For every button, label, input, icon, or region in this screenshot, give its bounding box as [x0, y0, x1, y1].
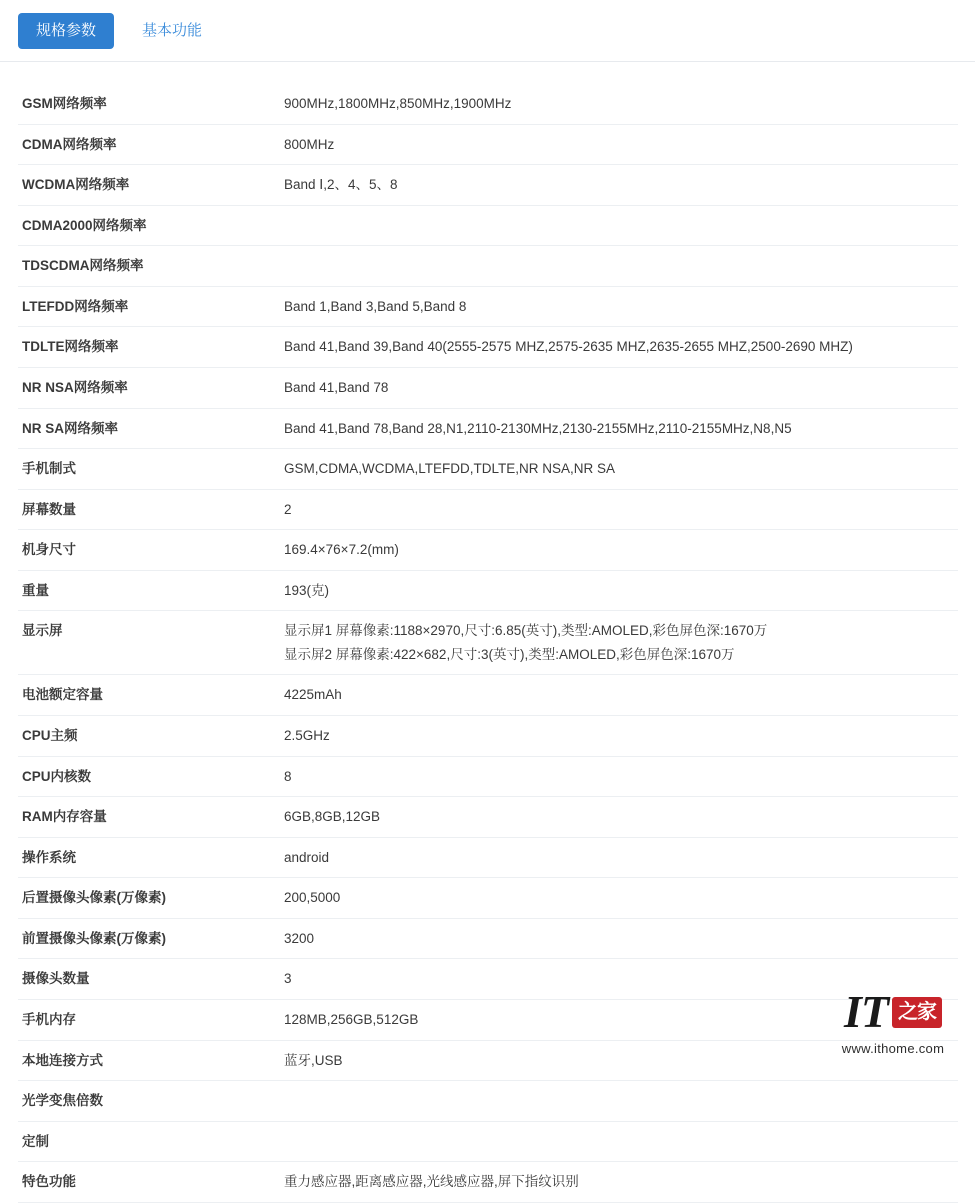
spec-key: CPU内核数: [22, 768, 92, 784]
table-row: [18, 327, 958, 368]
spec-value: [280, 327, 958, 368]
spec-key: 手机内存: [22, 1011, 76, 1027]
spec-value-line: 6GB,8GB,12GB: [284, 809, 381, 825]
table-row: [18, 570, 958, 611]
spec-key: NR SA网络频率: [22, 420, 119, 436]
spec-key: WCDMA网络频率: [22, 177, 130, 193]
site-watermark: [827, 986, 959, 1056]
spec-value: [280, 797, 958, 838]
spec-key: 摄像头数量: [22, 971, 90, 987]
table-row: [18, 999, 958, 1040]
spec-value: [280, 1081, 958, 1122]
spec-key: 显示屏: [22, 623, 63, 639]
spec-table: [18, 84, 958, 1203]
spec-value: [280, 1162, 958, 1203]
spec-value-line: 8: [284, 768, 292, 784]
spec-value: [280, 611, 958, 675]
spec-value: [280, 165, 958, 206]
spec-key: 本地连接方式: [22, 1052, 103, 1068]
spec-key: 前置摄像头像素(万像素): [22, 930, 166, 946]
spec-value: [280, 449, 958, 490]
table-row: [18, 286, 958, 327]
spec-key: 手机制式: [22, 461, 76, 477]
table-row: [18, 165, 958, 206]
table-row: [18, 408, 958, 449]
table-row: [18, 489, 958, 530]
spec-value: [280, 837, 958, 878]
spec-value: [280, 716, 958, 757]
spec-value-line: 显示屏2 屏幕像素:422×682,尺寸:3(英寸),类型:AMOLED,彩色屏色深:1670万: [284, 646, 735, 662]
spec-key: CDMA网络频率: [22, 136, 117, 152]
spec-key: 机身尺寸: [22, 542, 76, 558]
spec-value-line: 显示屏1 屏幕像素:1188×2970,尺寸:6.85(英寸),类型:AMOLED,彩色屏色深:1670万: [284, 623, 768, 639]
table-row: [18, 1081, 958, 1122]
spec-key: LTEFDD网络频率: [22, 298, 129, 314]
spec-key: CPU主频: [22, 728, 78, 743]
table-row: [18, 675, 958, 716]
spec-value: [280, 84, 958, 124]
table-row: [18, 797, 958, 838]
table-row: [18, 1121, 958, 1162]
spec-key: 电池额定容量: [22, 687, 103, 703]
spec-key: RAM内存容量: [22, 809, 107, 825]
table-row: [18, 449, 958, 490]
table-row: [18, 1040, 958, 1081]
spec-key: 屏幕数量: [22, 501, 76, 517]
spec-value-line: 2.5GHz: [284, 728, 330, 743]
spec-value: [280, 408, 958, 449]
spec-table-body: [18, 84, 958, 1202]
watermark-logo-mark: [827, 986, 959, 1037]
table-row: [18, 530, 958, 571]
table-row: [18, 716, 958, 757]
spec-key: CDMA2000网络频率: [22, 217, 147, 233]
spec-value: [280, 918, 958, 959]
table-row: [18, 959, 958, 1000]
spec-key: 特色功能: [22, 1174, 76, 1190]
spec-value-line: android: [284, 849, 330, 865]
spec-value-line: 900MHz,1800MHz,850MHz,1900MHz: [284, 96, 512, 111]
table-row: [18, 918, 958, 959]
spec-value-line: 193(克): [284, 582, 330, 598]
table-row: [18, 124, 958, 165]
spec-value: [280, 286, 958, 327]
spec-value: [280, 530, 958, 571]
spec-value: [280, 1121, 958, 1162]
spec-value-line: 800MHz: [284, 136, 335, 152]
spec-value-line: 3200: [284, 930, 315, 946]
spec-value: [280, 124, 958, 165]
spec-value-line: 2: [284, 501, 292, 517]
spec-key: 定制: [22, 1133, 49, 1149]
table-row: [18, 367, 958, 408]
tab-bar: [0, 0, 975, 62]
spec-value-line: Band 41,Band 39,Band 40(2555-2575 MHZ,2575-2635 MHZ,2635-2655 MHZ,2500-2690 MHZ): [284, 339, 853, 355]
spec-value: [280, 878, 958, 919]
table-row: [18, 205, 958, 246]
table-row: [18, 878, 958, 919]
spec-value-line: Band 41,Band 78,Band 28,N1,2110-2130MHz,2130-2155MHz,2110-2155MHz,N8,N5: [284, 420, 792, 436]
spec-key: 后置摄像头像素(万像素): [22, 890, 166, 906]
spec-value: [280, 246, 958, 287]
spec-value-line: Band 1,Band 3,Band 5,Band 8: [284, 298, 467, 314]
spec-key: TDSCDMA网络频率: [22, 258, 144, 274]
spec-value-line: 3: [284, 971, 292, 987]
watermark-cn-badge: 之家: [892, 997, 942, 1028]
spec-key: NR NSA网络频率: [22, 379, 128, 395]
spec-value-line: 128MB,256GB,512GB: [284, 1011, 419, 1027]
spec-value: [280, 367, 958, 408]
spec-value-line: 200,5000: [284, 890, 341, 906]
table-row: [18, 756, 958, 797]
spec-key: 操作系统: [22, 849, 76, 865]
watermark-latin-text: IT: [844, 986, 888, 1037]
table-row: [18, 246, 958, 287]
watermark-url: www.ithome.com: [841, 1041, 945, 1056]
spec-value-line: 4225mAh: [284, 687, 342, 703]
table-row: [18, 837, 958, 878]
spec-value: [280, 205, 958, 246]
tab-0[interactable]: 规格参数: [18, 13, 114, 49]
spec-value-line: Band 41,Band 78: [284, 379, 389, 395]
table-row: [18, 84, 958, 124]
spec-value-line: 蓝牙,USB: [284, 1052, 343, 1068]
table-row: [18, 611, 958, 675]
spec-key: 重量: [22, 582, 49, 598]
spec-value: [280, 570, 958, 611]
spec-value: [280, 675, 958, 716]
spec-value: [280, 489, 958, 530]
spec-value-line: 重力感应器,距离感应器,光线感应器,屏下指纹识别: [284, 1174, 579, 1190]
spec-value-line: GSM,CDMA,WCDMA,LTEFDD,TDLTE,NR NSA,NR SA: [284, 461, 616, 477]
spec-value-line: 169.4×76×7.2(mm): [284, 542, 399, 558]
spec-value-line: Band Ⅰ,2、4、5、8: [284, 177, 398, 193]
tab-1[interactable]: 基本功能: [142, 21, 203, 39]
spec-key: TDLTE网络频率: [22, 339, 119, 355]
spec-key: GSM网络频率: [22, 96, 107, 111]
spec-value: [280, 756, 958, 797]
spec-key: 光学变焦倍数: [22, 1093, 103, 1109]
table-row: [18, 1162, 958, 1203]
